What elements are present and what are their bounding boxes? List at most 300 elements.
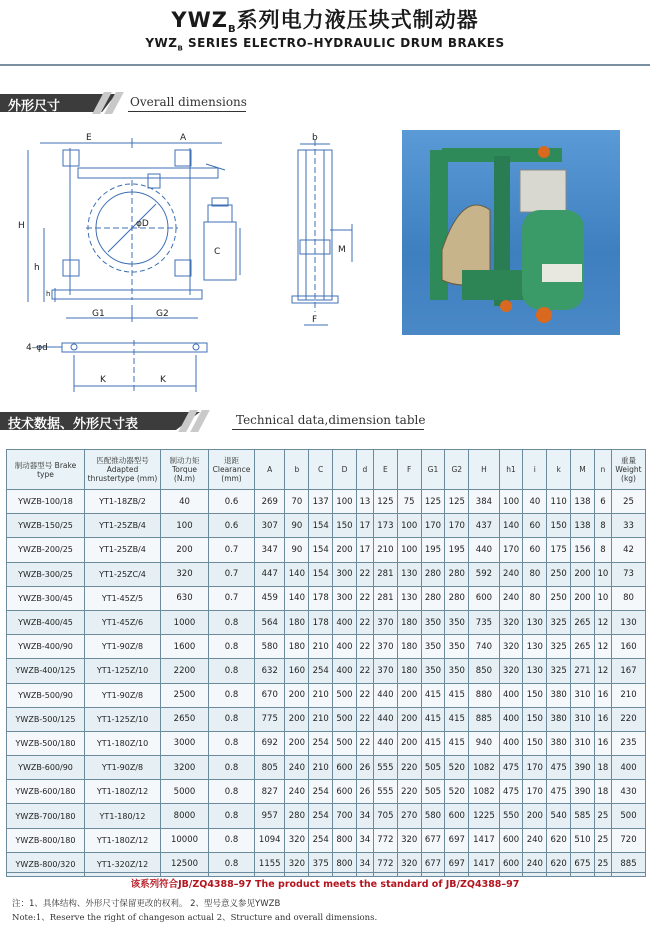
table-cell: 173 bbox=[373, 514, 397, 538]
table-cell: 17 bbox=[356, 538, 373, 562]
dim-label-K1: K bbox=[100, 375, 106, 385]
table-cell: 475 bbox=[499, 780, 523, 804]
table-cell: 12500 bbox=[161, 852, 209, 876]
table-row bbox=[7, 635, 646, 659]
table-cell: 271 bbox=[571, 659, 595, 683]
table-cell: 73 bbox=[612, 562, 646, 586]
table-cell: 437 bbox=[469, 514, 499, 538]
table-cell: 100 bbox=[161, 514, 209, 538]
table-cell: 200 bbox=[571, 562, 595, 586]
table-cell: 10000 bbox=[161, 828, 209, 852]
cell-thruster: YT1-45Z/6 bbox=[85, 610, 161, 634]
table-cell: 40 bbox=[161, 490, 209, 514]
table-cell: 430 bbox=[612, 780, 646, 804]
table-cell: 75 bbox=[397, 490, 421, 514]
col-header-weight: 重量 Weight (kg) bbox=[612, 450, 646, 490]
table-cell: 400 bbox=[499, 731, 523, 755]
dim-label-K2: K bbox=[160, 375, 166, 385]
table-cell: 320 bbox=[161, 562, 209, 586]
cell-brake-type: YWZB-400/125 bbox=[7, 659, 85, 683]
table-cell: 400 bbox=[333, 635, 357, 659]
cell-brake-type: YWZB-300/25 bbox=[7, 562, 85, 586]
table-cell: 2650 bbox=[161, 707, 209, 731]
col-header-torque: 制动力矩 Torque (N.m) bbox=[161, 450, 209, 490]
table-cell: 0.8 bbox=[209, 731, 255, 755]
table-cell: 505 bbox=[421, 780, 445, 804]
dim-label-h1: h bbox=[46, 290, 51, 298]
table-cell: 280 bbox=[421, 562, 445, 586]
dim-label-A: A bbox=[180, 133, 187, 143]
col-header-G1: G1 bbox=[421, 450, 445, 490]
table-cell: 180 bbox=[285, 610, 309, 634]
table-cell: 100 bbox=[333, 490, 357, 514]
table-cell: 350 bbox=[445, 635, 469, 659]
table-cell: 150 bbox=[523, 731, 547, 755]
table-cell: 140 bbox=[499, 514, 523, 538]
table-cell: 180 bbox=[285, 635, 309, 659]
table-cell: 250 bbox=[547, 586, 571, 610]
cell-thruster: YT1-90Z/8 bbox=[85, 756, 161, 780]
table-cell: 600 bbox=[333, 780, 357, 804]
table-cell: 0.8 bbox=[209, 852, 255, 876]
table-row bbox=[7, 780, 646, 804]
table-row bbox=[7, 804, 646, 828]
table-cell: 320 bbox=[397, 828, 421, 852]
title-sub: B bbox=[227, 24, 237, 36]
cell-thruster: YT1-90Z/8 bbox=[85, 683, 161, 707]
table-cell: 380 bbox=[547, 731, 571, 755]
table-cell: 440 bbox=[373, 707, 397, 731]
dim-label-G1: G1 bbox=[92, 309, 105, 319]
table-cell: 0.7 bbox=[209, 562, 255, 586]
section-technical-data bbox=[0, 410, 650, 432]
table-cell: 440 bbox=[373, 683, 397, 707]
table-cell: 130 bbox=[523, 635, 547, 659]
table-cell: 22 bbox=[356, 586, 373, 610]
section-underline bbox=[128, 111, 246, 112]
table-cell: 677 bbox=[421, 828, 445, 852]
table-cell: 735 bbox=[469, 610, 499, 634]
table-cell: 200 bbox=[523, 804, 547, 828]
table-cell: 220 bbox=[397, 756, 421, 780]
table-cell: 697 bbox=[445, 852, 469, 876]
title-en-sub: B bbox=[177, 44, 184, 53]
table-cell: 697 bbox=[445, 828, 469, 852]
col-header-clearance: 退距 Clearance (mm) bbox=[209, 450, 255, 490]
table-row bbox=[7, 586, 646, 610]
dim-label-h: h bbox=[34, 263, 40, 273]
cell-brake-type: YWZB-200/25 bbox=[7, 538, 85, 562]
table-cell: 475 bbox=[499, 756, 523, 780]
table-cell: 475 bbox=[547, 756, 571, 780]
table-row bbox=[7, 731, 646, 755]
table-cell: 300 bbox=[333, 562, 357, 586]
table-cell: 3200 bbox=[161, 756, 209, 780]
table-cell: 100 bbox=[499, 490, 523, 514]
table-cell: 130 bbox=[523, 659, 547, 683]
table-cell: 1094 bbox=[255, 828, 285, 852]
table-cell: 0.8 bbox=[209, 659, 255, 683]
standard-note: 该系列符合JB/ZQ4388–97 The product meets the standard of JB/ZQ4388–97 bbox=[130, 879, 520, 890]
table-cell: 80 bbox=[523, 586, 547, 610]
table-cell: 500 bbox=[333, 707, 357, 731]
table-cell: 40 bbox=[523, 490, 547, 514]
table-cell: 632 bbox=[255, 659, 285, 683]
dim-label-C: C bbox=[214, 247, 221, 257]
table-cell: 154 bbox=[309, 538, 333, 562]
table-cell: 375 bbox=[309, 852, 333, 876]
table-cell: 210 bbox=[612, 683, 646, 707]
table-cell: 350 bbox=[445, 610, 469, 634]
table-cell: 0.7 bbox=[209, 586, 255, 610]
table-cell: 320 bbox=[285, 852, 309, 876]
table-cell: 540 bbox=[547, 804, 571, 828]
dim-label-E: E bbox=[86, 133, 92, 143]
table-cell: 320 bbox=[499, 659, 523, 683]
cell-thruster: YT1-25ZC/4 bbox=[85, 562, 161, 586]
table-cell: 175 bbox=[547, 538, 571, 562]
table-cell: 940 bbox=[469, 731, 499, 755]
table-cell: 150 bbox=[523, 707, 547, 731]
table-cell: 320 bbox=[285, 828, 309, 852]
table-cell: 440 bbox=[469, 538, 499, 562]
cell-brake-type: YWZB-600/180 bbox=[7, 780, 85, 804]
table-cell: 16 bbox=[594, 683, 611, 707]
table-cell: 400 bbox=[499, 683, 523, 707]
section-title-cn: 技术数据、外形尺寸表 bbox=[8, 417, 139, 432]
table-cell: 125 bbox=[421, 490, 445, 514]
table-cell: 34 bbox=[356, 852, 373, 876]
table-cell: 380 bbox=[547, 683, 571, 707]
table-cell: 280 bbox=[285, 804, 309, 828]
table-cell: 22 bbox=[356, 562, 373, 586]
section-title-en: Technical data,dimension table bbox=[236, 413, 426, 427]
cell-thruster: YT1-180Z/10 bbox=[85, 731, 161, 755]
cell-thruster: YT1-125Z/10 bbox=[85, 659, 161, 683]
table-cell: 350 bbox=[445, 659, 469, 683]
product-photo bbox=[402, 130, 620, 335]
cell-thruster: YT1-25ZB/4 bbox=[85, 514, 161, 538]
table-cell: 0.8 bbox=[209, 756, 255, 780]
table-cell: 60 bbox=[523, 538, 547, 562]
table-cell: 34 bbox=[356, 804, 373, 828]
table-cell: 13 bbox=[356, 490, 373, 514]
table-cell: 195 bbox=[445, 538, 469, 562]
table-cell: 25 bbox=[594, 852, 611, 876]
table-cell: 564 bbox=[255, 610, 285, 634]
table-cell: 130 bbox=[523, 610, 547, 634]
table-cell: 600 bbox=[499, 828, 523, 852]
dim-label-D: φD bbox=[136, 219, 149, 229]
table-cell: 800 bbox=[333, 852, 357, 876]
table-cell: 12 bbox=[594, 610, 611, 634]
table-cell: 18 bbox=[594, 780, 611, 804]
table-body bbox=[7, 490, 646, 877]
table-cell: 269 bbox=[255, 490, 285, 514]
table-cell: 100 bbox=[397, 514, 421, 538]
table-cell: 80 bbox=[612, 586, 646, 610]
col-header-E: E bbox=[373, 450, 397, 490]
title-en-prefix: YWZ bbox=[145, 36, 178, 50]
table-cell: 254 bbox=[309, 731, 333, 755]
table-cell: 137 bbox=[309, 490, 333, 514]
table-cell: 200 bbox=[285, 731, 309, 755]
table-cell: 390 bbox=[571, 780, 595, 804]
table-cell: 170 bbox=[421, 514, 445, 538]
title-rest: 系列电力液压块式制动器 bbox=[236, 8, 479, 32]
table-cell: 720 bbox=[612, 828, 646, 852]
table-cell: 415 bbox=[445, 683, 469, 707]
table-cell: 447 bbox=[255, 562, 285, 586]
table-cell: 130 bbox=[397, 562, 421, 586]
table-cell: 8000 bbox=[161, 804, 209, 828]
table-cell: 154 bbox=[309, 514, 333, 538]
table-cell: 510 bbox=[571, 828, 595, 852]
table-cell: 0.8 bbox=[209, 707, 255, 731]
table-cell: 22 bbox=[356, 683, 373, 707]
table-cell: 1082 bbox=[469, 756, 499, 780]
table-cell: 130 bbox=[612, 610, 646, 634]
table-cell: 170 bbox=[445, 514, 469, 538]
table-cell: 1155 bbox=[255, 852, 285, 876]
table-cell: 156 bbox=[571, 538, 595, 562]
table-cell: 240 bbox=[285, 756, 309, 780]
table-cell: 200 bbox=[333, 538, 357, 562]
table-cell: 0.7 bbox=[209, 538, 255, 562]
dim-label-d: 4–φd bbox=[26, 343, 48, 353]
table-cell: 2200 bbox=[161, 659, 209, 683]
table-cell: 167 bbox=[612, 659, 646, 683]
table-cell: 550 bbox=[499, 804, 523, 828]
table-cell: 325 bbox=[547, 659, 571, 683]
col-header-b: b bbox=[285, 450, 309, 490]
table-cell: 677 bbox=[421, 852, 445, 876]
table-cell: 1082 bbox=[469, 780, 499, 804]
table-cell: 200 bbox=[161, 538, 209, 562]
table-cell: 0.8 bbox=[209, 780, 255, 804]
top-divider bbox=[0, 64, 650, 66]
table-row bbox=[7, 756, 646, 780]
table-cell: 195 bbox=[421, 538, 445, 562]
table-cell: 140 bbox=[285, 586, 309, 610]
table-cell: 630 bbox=[161, 586, 209, 610]
table-cell: 90 bbox=[285, 538, 309, 562]
overall-dimensions-drawing bbox=[0, 116, 400, 406]
table-cell: 300 bbox=[333, 586, 357, 610]
page-title-en bbox=[0, 36, 650, 52]
note-en: Note:1、Reserve the right of changeson actual 2、Structure and overall dimensions. bbox=[12, 913, 378, 923]
table-cell: 110 bbox=[547, 490, 571, 514]
table-header-row bbox=[7, 450, 646, 490]
table-cell: 0.8 bbox=[209, 635, 255, 659]
table-cell: 240 bbox=[499, 586, 523, 610]
cell-brake-type: YWZB-400/45 bbox=[7, 610, 85, 634]
table-cell: 125 bbox=[373, 490, 397, 514]
table-cell: 459 bbox=[255, 586, 285, 610]
table-cell: 22 bbox=[356, 635, 373, 659]
table-cell: 620 bbox=[547, 852, 571, 876]
col-header-A: A bbox=[255, 450, 285, 490]
table-cell: 22 bbox=[356, 707, 373, 731]
table-cell: 555 bbox=[373, 780, 397, 804]
table-cell: 180 bbox=[397, 659, 421, 683]
table-cell: 400 bbox=[333, 610, 357, 634]
table-cell: 42 bbox=[612, 538, 646, 562]
dim-label-H: H bbox=[18, 221, 25, 231]
table-cell: 16 bbox=[594, 731, 611, 755]
table-cell: 130 bbox=[397, 586, 421, 610]
table-cell: 600 bbox=[445, 804, 469, 828]
col-header-G2: G2 bbox=[445, 450, 469, 490]
table-cell: 500 bbox=[612, 804, 646, 828]
table-cell: 80 bbox=[523, 562, 547, 586]
brake-photo-illustration bbox=[402, 130, 620, 335]
table-cell: 34 bbox=[356, 828, 373, 852]
table-cell: 307 bbox=[255, 514, 285, 538]
dim-label-F: F bbox=[312, 315, 318, 325]
table-cell: 600 bbox=[333, 756, 357, 780]
table-cell: 415 bbox=[445, 731, 469, 755]
table-cell: 200 bbox=[397, 683, 421, 707]
table-cell: 25 bbox=[612, 490, 646, 514]
table-cell: 220 bbox=[397, 780, 421, 804]
col-header-d: d bbox=[356, 450, 373, 490]
table-cell: 16 bbox=[594, 707, 611, 731]
table-cell: 415 bbox=[421, 683, 445, 707]
table-cell: 827 bbox=[255, 780, 285, 804]
table-cell: 350 bbox=[421, 659, 445, 683]
cell-brake-type: YWZB-500/125 bbox=[7, 707, 85, 731]
cell-thruster: YT1-180/12 bbox=[85, 804, 161, 828]
table-cell: 3000 bbox=[161, 731, 209, 755]
cell-thruster: YT1-320Z/12 bbox=[85, 852, 161, 876]
section-overall-dimensions bbox=[0, 92, 650, 114]
title-prefix: YWZ bbox=[171, 8, 228, 32]
table-cell: 805 bbox=[255, 756, 285, 780]
table-cell: 170 bbox=[523, 780, 547, 804]
table-cell: 160 bbox=[285, 659, 309, 683]
table-cell: 254 bbox=[309, 828, 333, 852]
section-title-en: Overall dimensions bbox=[130, 95, 247, 109]
table-cell: 740 bbox=[469, 635, 499, 659]
table-cell: 320 bbox=[499, 635, 523, 659]
cell-brake-type: YWZB-500/90 bbox=[7, 683, 85, 707]
table-row bbox=[7, 610, 646, 634]
cell-thruster: YT1-18ZB/2 bbox=[85, 490, 161, 514]
table-cell: 8 bbox=[594, 514, 611, 538]
table-cell: 850 bbox=[469, 659, 499, 683]
col-header-D: D bbox=[333, 450, 357, 490]
table-cell: 380 bbox=[547, 707, 571, 731]
table-cell: 170 bbox=[523, 756, 547, 780]
col-header-k: k bbox=[547, 450, 571, 490]
table-cell: 200 bbox=[571, 586, 595, 610]
table-cell: 210 bbox=[309, 635, 333, 659]
cell-thruster: YT1-25ZB/4 bbox=[85, 538, 161, 562]
technical-data-table bbox=[6, 449, 646, 877]
table-cell: 505 bbox=[421, 756, 445, 780]
table-cell: 675 bbox=[571, 852, 595, 876]
cell-thruster: YT1-180Z/12 bbox=[85, 780, 161, 804]
table-cell: 500 bbox=[333, 683, 357, 707]
table-cell: 26 bbox=[356, 756, 373, 780]
table-cell: 178 bbox=[309, 610, 333, 634]
table-cell: 220 bbox=[612, 707, 646, 731]
table-cell: 22 bbox=[356, 610, 373, 634]
table-row bbox=[7, 490, 646, 514]
table-cell: 180 bbox=[397, 635, 421, 659]
table-cell: 254 bbox=[309, 780, 333, 804]
table-cell: 692 bbox=[255, 731, 285, 755]
table-cell: 150 bbox=[333, 514, 357, 538]
dim-label-G2: G2 bbox=[156, 309, 169, 319]
table-cell: 280 bbox=[445, 562, 469, 586]
table-cell: 210 bbox=[373, 538, 397, 562]
table-cell: 8 bbox=[594, 538, 611, 562]
table-cell: 310 bbox=[571, 683, 595, 707]
table-cell: 180 bbox=[397, 610, 421, 634]
table-cell: 270 bbox=[397, 804, 421, 828]
table-cell: 475 bbox=[547, 780, 571, 804]
table-cell: 26 bbox=[356, 780, 373, 804]
cell-brake-type: YWZB-800/320 bbox=[7, 852, 85, 876]
table-cell: 240 bbox=[499, 562, 523, 586]
table-cell: 600 bbox=[469, 586, 499, 610]
note-cn: 注：1、具体结构、外形尺寸保留更改的权利。 2、型号意义参见YWZB bbox=[12, 899, 281, 909]
table-row bbox=[7, 707, 646, 731]
table-row bbox=[7, 538, 646, 562]
footer-divider bbox=[6, 872, 646, 873]
title-en-rest: SERIES ELECTRO–HYDRAULIC DRUM BRAKES bbox=[183, 36, 505, 50]
cell-thruster: YT1-90Z/8 bbox=[85, 635, 161, 659]
table-cell: 0.8 bbox=[209, 610, 255, 634]
table-row bbox=[7, 659, 646, 683]
table-cell: 280 bbox=[445, 586, 469, 610]
col-header-F: F bbox=[397, 450, 421, 490]
table-cell: 775 bbox=[255, 707, 285, 731]
table-cell: 170 bbox=[499, 538, 523, 562]
table-cell: 347 bbox=[255, 538, 285, 562]
table-cell: 400 bbox=[333, 659, 357, 683]
table-cell: 800 bbox=[333, 828, 357, 852]
table-cell: 440 bbox=[373, 731, 397, 755]
table-cell: 240 bbox=[523, 852, 547, 876]
table-cell: 705 bbox=[373, 804, 397, 828]
table-cell: 325 bbox=[547, 635, 571, 659]
table-cell: 1225 bbox=[469, 804, 499, 828]
table-cell: 957 bbox=[255, 804, 285, 828]
table-cell: 22 bbox=[356, 731, 373, 755]
table-cell: 350 bbox=[421, 635, 445, 659]
table-cell: 160 bbox=[612, 635, 646, 659]
table-cell: 500 bbox=[333, 731, 357, 755]
table-cell: 415 bbox=[421, 707, 445, 731]
col-header-brake-type: 制动器型号 Brake type bbox=[7, 450, 85, 490]
table-cell: 240 bbox=[285, 780, 309, 804]
table-cell: 25 bbox=[594, 804, 611, 828]
table-cell: 10 bbox=[594, 562, 611, 586]
table-row bbox=[7, 514, 646, 538]
table-cell: 200 bbox=[285, 683, 309, 707]
table-cell: 240 bbox=[523, 828, 547, 852]
cell-thruster: YT1-45Z/5 bbox=[85, 586, 161, 610]
table-cell: 310 bbox=[571, 731, 595, 755]
table-cell: 5000 bbox=[161, 780, 209, 804]
table-cell: 6 bbox=[594, 490, 611, 514]
table-cell: 154 bbox=[309, 562, 333, 586]
dim-label-M: M bbox=[338, 245, 346, 255]
table-cell: 772 bbox=[373, 828, 397, 852]
